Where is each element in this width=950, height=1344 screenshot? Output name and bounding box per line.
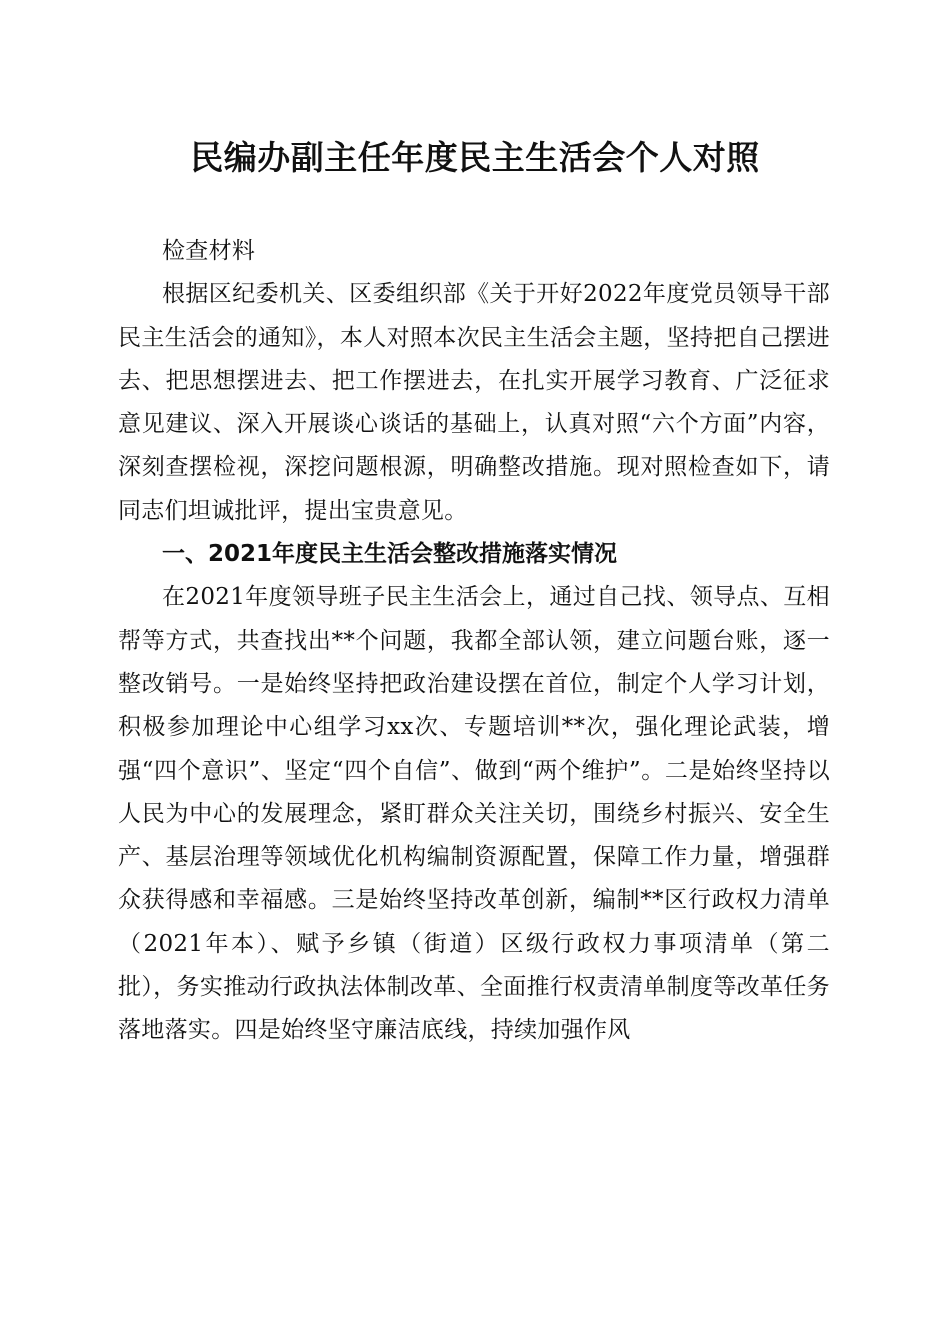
document-body — [118, 230, 830, 1053]
section-heading: 一、2021年度民主生活会整改措施落实情况 — [162, 541, 618, 568]
paragraph-rectification: 在2021年度领导班子民主生活会上，通过自己找、领导点、互相帮等方式，共查找出**个问题，我都全部认领，建立问题台账，逐一整改销号。一是始终坚持把政治建设摆在首位，制定个人学习计划，积极参加理论中心组学习xx次、专题培训**次，强化理论武装，增强“四个意识”、坚定“四个自信”、做到“两个维护”。二是始终坚持以人民为中心的发展理念，紧盯群众关注关切，围绕乡村振兴、安全生产、基层治理等领域优化机构编制资源配置，保障工作力量，增强群众获得感和幸福感。三是始终坚持改革创新，编制**区行政权力清单（2021年本）、赋予乡镇（街道）区级行政权力事项清单（第二批），务实推动行政执法体制改革、全面推行权责清单制度等改革任务落地落实。四是始终坚守廉洁底线，持续加强作风 — [118, 584, 830, 1044]
paragraph-intro: 根据区纪委机关、区委组织部《关于开好2022年度党员领导干部民主生活会的通知》，本人对照本次民主生活会主题，坚持把自己摆进去、把思想摆进去、把工作摆进去，在扎实开展学习教育、广泛征求意见建议、深入开展谈心谈话的基础上，认真对照“六个方面”内容，深刻查摆检视，深挖问题根源，明确整改措施。现对照检查如下，请同志们坦诚批评，提出宝贵意见。 — [118, 281, 830, 524]
document-title: 民编办副主任年度民主生活会个人对照 — [190, 138, 760, 177]
paragraph-subtitle: 检查材料 — [162, 238, 256, 264]
